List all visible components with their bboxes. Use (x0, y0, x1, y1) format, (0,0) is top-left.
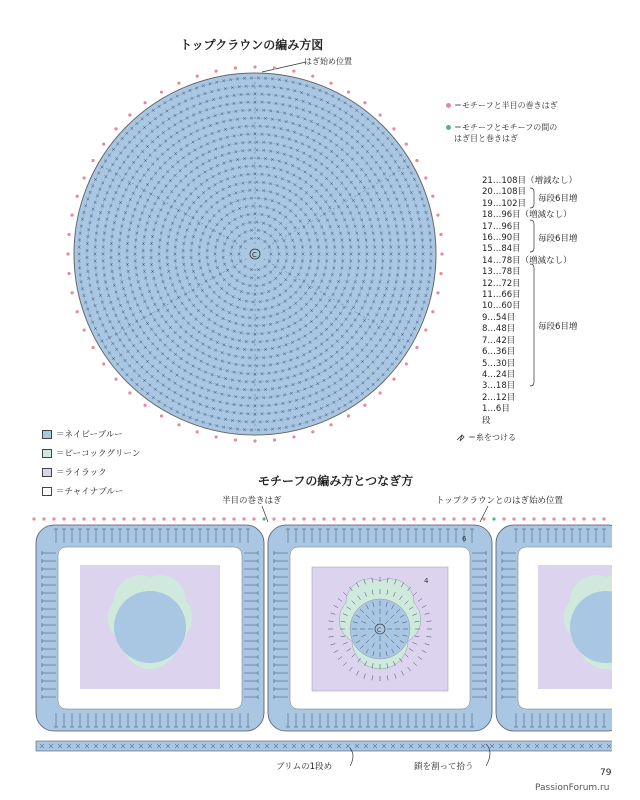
strip-join-dot (512, 517, 515, 520)
strip-join-dots (32, 517, 605, 520)
strip-join-dot (272, 517, 275, 520)
crown-join-callout: トップクラウンとのはぎ始め位置 (436, 496, 563, 506)
crown-join-dot (439, 233, 442, 236)
strip-join-dot (552, 517, 555, 520)
strip-join-dot (522, 517, 525, 520)
bracket-label-3: 毎段6目増 (538, 322, 578, 332)
crown-join-dot (436, 214, 439, 217)
yarn-attach-icon (456, 434, 466, 442)
row-count: 19…102目 (482, 198, 527, 209)
strip-join-dot (602, 517, 605, 520)
note-text: ＝モチーフと半目の巻きはぎ (454, 101, 558, 110)
crown-join-dot (160, 90, 163, 93)
pink-dot-icon (446, 103, 451, 108)
yarn-note-text: ＝糸をつける (468, 433, 516, 442)
strip-join-dot (372, 517, 375, 520)
strip-join-dot (282, 517, 285, 520)
chain-split-callout: 鎖を割って拾う (414, 762, 474, 772)
swatch (42, 468, 52, 477)
crown-join-dot (196, 75, 199, 78)
strip-join-dot (452, 517, 455, 520)
strip-join-dot (422, 517, 425, 520)
row-count: 12…72目 (482, 278, 521, 289)
yarn-note (456, 432, 516, 443)
strip-join-dot (322, 517, 325, 520)
crown-join-dot (379, 113, 382, 116)
crown-join-dot (424, 176, 427, 179)
row-count: 8…48目 (482, 324, 516, 335)
crown-join-dot (405, 362, 408, 365)
crown-join-dot (439, 272, 442, 275)
crown-diagram (55, 62, 455, 452)
crown-join-dot (177, 423, 180, 426)
half-stitch-callout: 半目の巻きはぎ (222, 496, 282, 506)
color-legend (42, 428, 140, 497)
strip-join-dot (432, 517, 435, 520)
strip-join-dot (462, 517, 465, 520)
motif-strip (28, 515, 612, 755)
crown-join-dot (66, 252, 69, 255)
crown-join-dot (440, 252, 443, 255)
motif-round-number: 4 (424, 577, 429, 585)
strip-join-dot (262, 517, 265, 520)
swatch (42, 449, 52, 458)
strip-join-dot (362, 517, 365, 520)
motif-diagram-title: モチーフの編み方とつなぎ方 (258, 474, 414, 488)
strip-join-dot (72, 517, 75, 520)
crown-join-dot (177, 82, 180, 85)
motif-round-number: 6 (462, 535, 467, 543)
row-count: 13…78目 (482, 267, 521, 278)
crown-join-dot (234, 66, 237, 69)
row-count: 15…84目 (482, 244, 521, 255)
strip-join-dot (382, 517, 385, 520)
bottom-callout-leaders (300, 742, 520, 776)
crown-diagram-title: トップクラウンの編み方図 (180, 38, 324, 52)
row-count: 11…66目 (482, 290, 521, 301)
crown-join-dot (70, 214, 73, 217)
crown-join-dot (215, 69, 218, 72)
row-count: 17…96目 (482, 221, 521, 232)
row-count: 14…78目（増減なし） (482, 255, 572, 266)
crown-join-dot (70, 291, 73, 294)
row-count: 4…24目 (482, 369, 516, 380)
strip-join-dot (562, 517, 565, 520)
strip-join-dot (92, 517, 95, 520)
swatch (42, 430, 52, 439)
crown-join-dot (91, 346, 94, 349)
crown-join-dot (215, 435, 218, 438)
crown-join-dot (143, 404, 146, 407)
crown-join-dot (379, 391, 382, 394)
row-brackets (520, 186, 560, 396)
legend-lilac (42, 466, 140, 478)
strip-join-dot (592, 517, 595, 520)
crown-join-dot (347, 90, 350, 93)
motif-center-label: C (377, 627, 382, 634)
strip-join-dot (492, 517, 495, 520)
strip-join-dot (302, 517, 305, 520)
bracket-label-1: 毎段6目増 (538, 194, 578, 204)
crown-join-dot (311, 430, 314, 433)
strip-join-dot (122, 517, 125, 520)
crown-join-dot (114, 127, 117, 130)
motif-right (496, 525, 612, 731)
row-count: 7…42目 (482, 335, 516, 346)
strip-join-dot (32, 517, 35, 520)
strip-join-dot (82, 517, 85, 520)
row-count: 20…108目 (482, 187, 527, 198)
strip-join-dot (42, 517, 45, 520)
crown-join-dot (431, 195, 434, 198)
row-count: 2…12目 (482, 392, 516, 403)
strip-join-dot (402, 517, 405, 520)
row-count: 3…18目 (482, 381, 516, 392)
crown-join-dot (392, 127, 395, 130)
crown-join-dot (392, 378, 395, 381)
crown-join-dot (424, 328, 427, 331)
crown-join-dot (128, 113, 131, 116)
watermark: PassionForum.ru (535, 783, 610, 793)
strip-join-dot (132, 517, 135, 520)
row-count: 5…30目 (482, 358, 516, 369)
crown-join-dot (311, 75, 314, 78)
strip-join-dot (242, 517, 245, 520)
brim-row-callout: ブリムの1段め (276, 762, 333, 772)
strip-join-dot (442, 517, 445, 520)
crown-join-dot (234, 438, 237, 441)
strip-join-dot (352, 517, 355, 520)
crown-join-dot (363, 101, 366, 104)
strip-join-dot (112, 517, 115, 520)
row-count: 1…6目 (482, 404, 510, 415)
crown-join-dot (273, 66, 276, 69)
crown-join-dot (128, 391, 131, 394)
bracket-label-2: 毎段6目増 (538, 234, 578, 244)
strip-join-dot (192, 517, 195, 520)
crown-join-dot (114, 378, 117, 381)
legend-label: ＝ピーコックグリーン (56, 449, 141, 459)
row-count: 9…54目 (482, 312, 516, 323)
center-label: C (252, 251, 257, 259)
legend-china (42, 485, 140, 497)
crown-join-dot (292, 435, 295, 438)
crown-join-dot (436, 291, 439, 294)
strip-join-dot (482, 517, 485, 520)
crown-join-dot (83, 328, 86, 331)
crown-join-dot (143, 101, 146, 104)
strip-join-dot (342, 517, 345, 520)
strip-join-dot (412, 517, 415, 520)
note-text: ＝モチーフとモチーフの間の (454, 123, 558, 132)
row-count: 段 (482, 415, 491, 426)
row-count: 16…90目 (482, 233, 521, 244)
crown-join-dot (253, 439, 256, 442)
green-dot-icon (446, 125, 451, 130)
crown-join-dot (415, 159, 418, 162)
crown-join-dot (347, 414, 350, 417)
strip-join-dot (102, 517, 105, 520)
legend-label: ＝チャイナブルー (56, 487, 124, 497)
crown-join-dot (363, 404, 366, 407)
strip-join-dot (582, 517, 585, 520)
crown-join-dot (102, 362, 105, 365)
strip-join-dot (212, 517, 215, 520)
crown-join-dot (83, 176, 86, 179)
note-text-line2: はぎ目と巻きはぎ (454, 134, 518, 143)
strip-join-dot (312, 517, 315, 520)
crown-join-dot (405, 142, 408, 145)
strip-join-dot (532, 517, 535, 520)
strip-join-dot (292, 517, 295, 520)
strip-join-dot (502, 517, 505, 520)
crown-join-dot (196, 430, 199, 433)
strip-join-dot (142, 517, 145, 520)
seam-start-callout: はぎ始め位置 (304, 57, 352, 66)
strip-join-dot (52, 517, 55, 520)
crown-join-dot (91, 159, 94, 162)
strip-join-dot (252, 517, 255, 520)
crown-join-dot (292, 69, 295, 72)
row-count: 6…36目 (482, 347, 516, 358)
row-count: 18…96目（増減なし） (482, 210, 572, 221)
crown-join-dot (76, 310, 79, 313)
crown-join-dot (431, 310, 434, 313)
crown-join-dot (102, 142, 105, 145)
strip-join-dot (172, 517, 175, 520)
legend-label: ＝ライラック (56, 468, 107, 478)
row-count: 21…108目（増減なし） (482, 176, 578, 186)
strip-join-dot (472, 517, 475, 520)
note-half-stitch (446, 100, 558, 111)
strip-join-dot (152, 517, 155, 520)
row-count: 10…60目 (482, 301, 521, 312)
swatch (42, 487, 52, 496)
strip-join-dot (392, 517, 395, 520)
crown-join-dot (273, 438, 276, 441)
crown-join-dot (329, 423, 332, 426)
strip-join-dot (222, 517, 225, 520)
crown-join-dot (67, 233, 70, 236)
crown-join-dot (160, 414, 163, 417)
legend-label: ＝ネイビーブルー (56, 430, 123, 440)
crown-join-dot (415, 346, 418, 349)
page-number: 79 (600, 768, 612, 778)
strip-join-dot (202, 517, 205, 520)
strip-join-dot (232, 517, 235, 520)
legend-peacock (42, 447, 140, 459)
crown-join-dot (329, 82, 332, 85)
strip-join-dot (162, 517, 165, 520)
strip-join-dot (182, 517, 185, 520)
strip-join-dot (572, 517, 575, 520)
crown-join-dot (67, 272, 70, 275)
legend-navy (42, 428, 140, 440)
crown-join-dot (76, 195, 79, 198)
note-between-motifs (446, 122, 557, 144)
motif-left (36, 525, 264, 731)
strip-join-dot (542, 517, 545, 520)
strip-join-dot (62, 517, 65, 520)
strip-join-dot (332, 517, 335, 520)
crown-join-dot (253, 65, 256, 68)
